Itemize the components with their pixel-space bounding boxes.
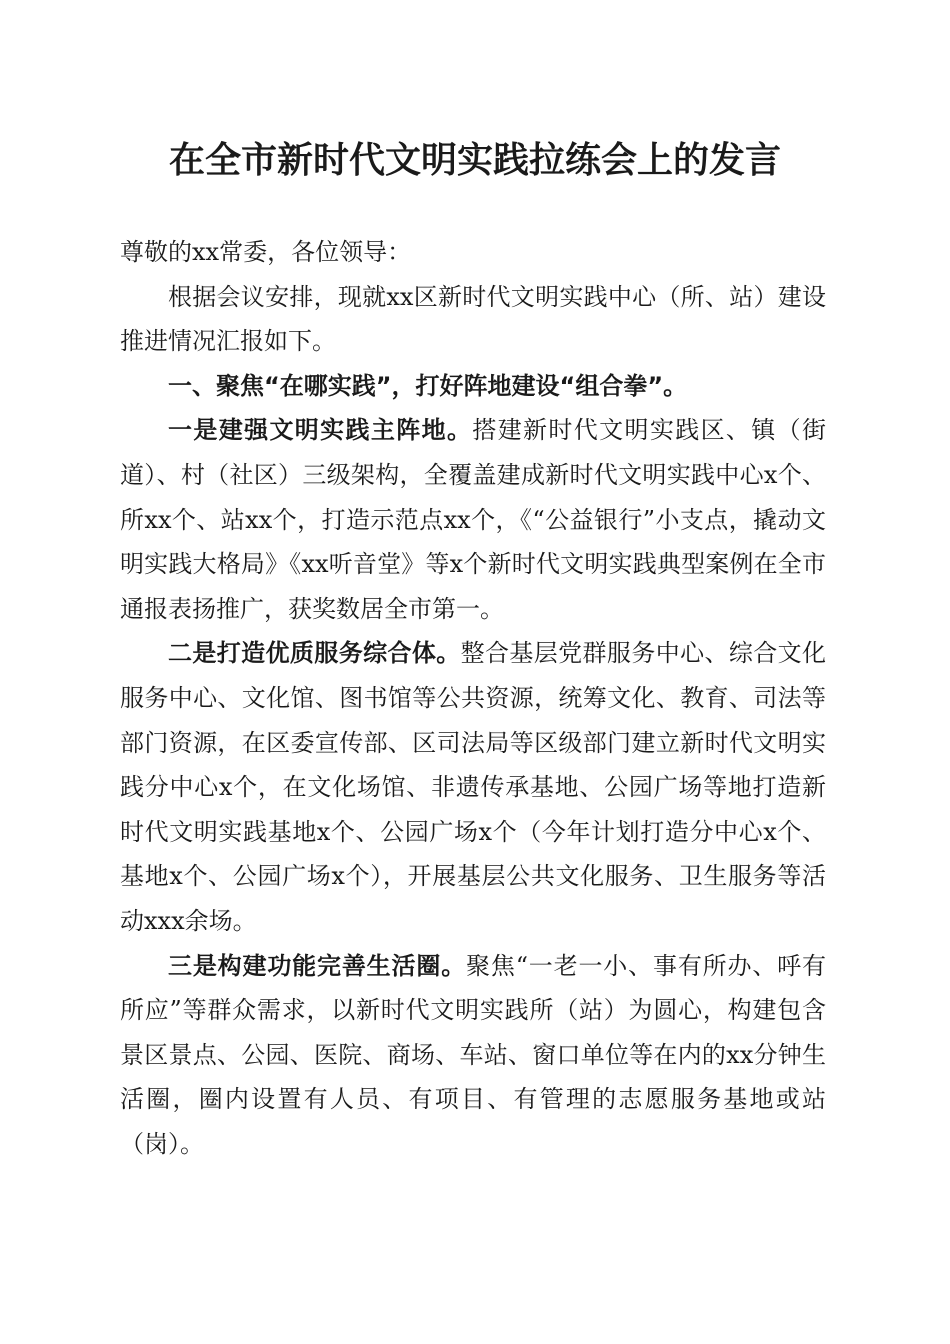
salutation: 尊敬的xx常委，各位领导： <box>120 238 412 266</box>
document-body <box>120 230 826 1166</box>
intro-paragraph: 根据会议安排，现就xx区新时代文明实践中心（所、站）建设推进情况汇报如下。 <box>120 282 826 356</box>
paragraph-item-1 <box>120 408 826 631</box>
paragraph-lead: 二是打造优质服务综合体。 <box>168 638 461 668</box>
paragraph-item-3 <box>120 944 826 1167</box>
paragraph-lead: 三是构建功能完善生活圈。 <box>168 950 467 980</box>
paragraph-text: 整合基层党群服务中心、综合文化服务中心、文化馆、图书馆等公共资源，统筹文化、教育、司法等部门资源，在区委宣传部、区司法局等区级部门建立新时代文明实践分中心x个，在文化场馆、非遗传承基地、公园广场等地打造新时代文明实践基地x个、公园广场x个（今年计划打造分中心x个、基地x个、公园广场x个），开展基层公共文化服务、卫生服务等活动xxx余场。 <box>120 639 827 935</box>
section-heading: 一、聚焦“在哪实践”，打好阵地建设“组合拳”。 <box>168 371 688 400</box>
paragraph-item-2 <box>120 631 826 943</box>
paragraph-text: 搭建新时代文明实践区、镇（街道）、村（社区）三级架构，全覆盖建成新时代文明实践中心x个、所xx个、站xx个，打造示范点xx个，《“公益银行”小支点，撬动文明实践大格局》《xx听音堂》等x个新时代文明实践典型案例在全市通报表扬推广，获奖数居全市第一。 <box>120 416 827 623</box>
paragraph-text: 聚焦“一老一小、事有所办、呼有所应”等群众需求，以新时代文明实践所（站）为圆心，构建包含景区景点、公园、医院、商场、车站、窗口单位等在内的xx分钟生活圈，圈内设置有人员、有项目、有管理的志愿服务基地或站（岗）。 <box>120 951 826 1158</box>
paragraph-lead: 一是建强文明实践主阵地。 <box>168 415 473 445</box>
document-title: 在全市新时代文明实践拉练会上的发言 <box>168 139 781 181</box>
